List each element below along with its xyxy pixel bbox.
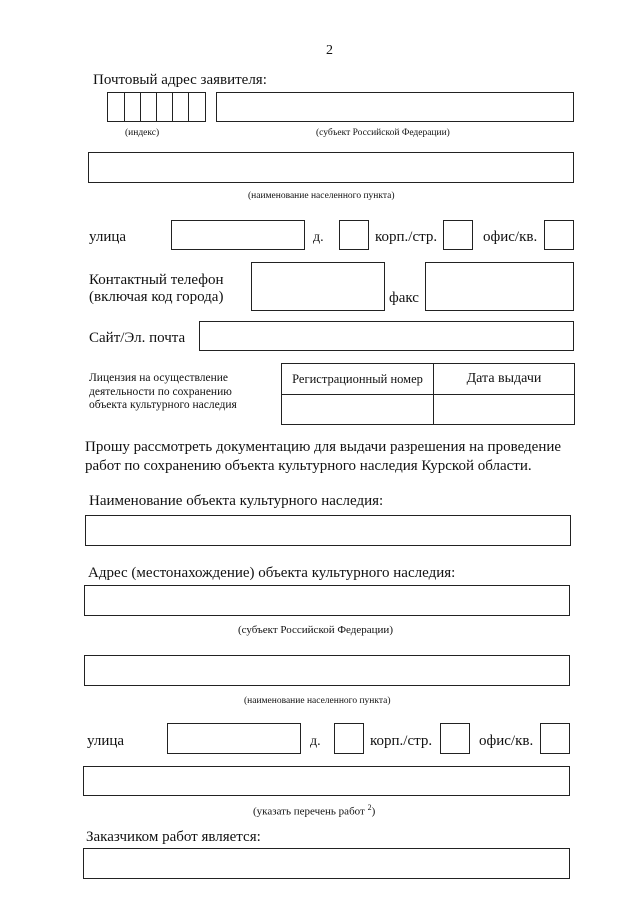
house-field[interactable] — [339, 220, 369, 250]
request-line: Прошу рассмотреть документацию для выдачи разрешения на проведение — [85, 439, 562, 455]
object-building-field[interactable] — [440, 723, 470, 754]
license-label-line: деятельности по сохранению — [89, 385, 232, 398]
object-office-label: офис/кв. — [479, 733, 534, 749]
license-col-reg-number: Регистрационный номер — [282, 364, 434, 395]
object-subject-field[interactable] — [84, 585, 570, 616]
site-email-label: Сайт/Эл. почта — [89, 330, 186, 346]
index-cell-divider — [156, 93, 157, 121]
works-caption-text: (указать перечень работ — [253, 805, 368, 818]
index-cell-divider — [172, 93, 173, 121]
customer-title: Заказчиком работ является: — [86, 829, 261, 845]
office-label: офис/кв. — [483, 229, 538, 245]
object-house-field[interactable] — [334, 723, 364, 754]
house-label: д. — [313, 230, 324, 245]
license-col-issue-date: Дата выдачи — [434, 364, 575, 395]
object-street-field[interactable] — [167, 723, 301, 754]
customer-field[interactable] — [83, 848, 570, 879]
request-text — [85, 438, 561, 476]
license-label-line: объекта культурного наследия — [89, 399, 237, 411]
caption-subject: (субъект Российской Федерации) — [316, 128, 450, 138]
fax-label: факс — [389, 290, 419, 306]
phone-label: Контактный телефон — [89, 272, 224, 288]
street-field[interactable] — [171, 220, 305, 250]
object-caption-locality: (наименование населенного пункта) — [244, 696, 391, 706]
object-street-label: улица — [87, 733, 125, 749]
postal-address-title: Почтовый адрес заявителя: — [93, 72, 267, 88]
site-email-field[interactable] — [199, 321, 574, 351]
office-field[interactable] — [544, 220, 574, 250]
object-name-field[interactable] — [85, 515, 571, 546]
license-reg-number-field[interactable] — [282, 395, 434, 425]
street-label: улица — [89, 229, 127, 245]
request-line: работ по сохранению объекта культурного наследия Курской области. — [85, 458, 532, 474]
fax-field[interactable] — [425, 262, 574, 311]
license-issue-date-field[interactable] — [434, 395, 575, 425]
index-cell-divider — [140, 93, 141, 121]
object-house-label: д. — [310, 734, 321, 749]
caption-index: (индекс) — [125, 128, 160, 138]
postal-subject-field[interactable] — [216, 92, 574, 122]
works-list-field[interactable] — [83, 766, 570, 796]
object-building-label: корп./стр. — [370, 733, 433, 749]
license-label — [89, 372, 237, 413]
license-table — [281, 363, 575, 425]
phone-field[interactable] — [251, 262, 385, 311]
page-number: 2 — [326, 43, 333, 58]
postal-index-field[interactable] — [107, 92, 206, 122]
license-label-line: Лицензия на осуществление — [89, 372, 229, 384]
building-label: корп./стр. — [375, 229, 438, 245]
object-locality-field[interactable] — [84, 655, 570, 686]
object-address-title: Адрес (местонахождение) объекта культурного наследия: — [88, 565, 456, 581]
object-caption-subject: (субъект Российской Федерации) — [238, 624, 393, 636]
building-field[interactable] — [443, 220, 473, 250]
postal-locality-field[interactable] — [88, 152, 574, 183]
works-caption — [253, 803, 375, 818]
object-name-title: Наименование объекта культурного наследия: — [89, 493, 384, 509]
object-office-field[interactable] — [540, 723, 570, 754]
caption-locality: (наименование населенного пункта) — [248, 191, 395, 201]
index-cell-divider — [188, 93, 189, 121]
index-cell-divider — [124, 93, 125, 121]
works-footnote-mark: 2 — [367, 803, 372, 812]
phone-label-note: (включая код города) — [89, 289, 224, 305]
works-caption-end: ) — [371, 805, 376, 818]
